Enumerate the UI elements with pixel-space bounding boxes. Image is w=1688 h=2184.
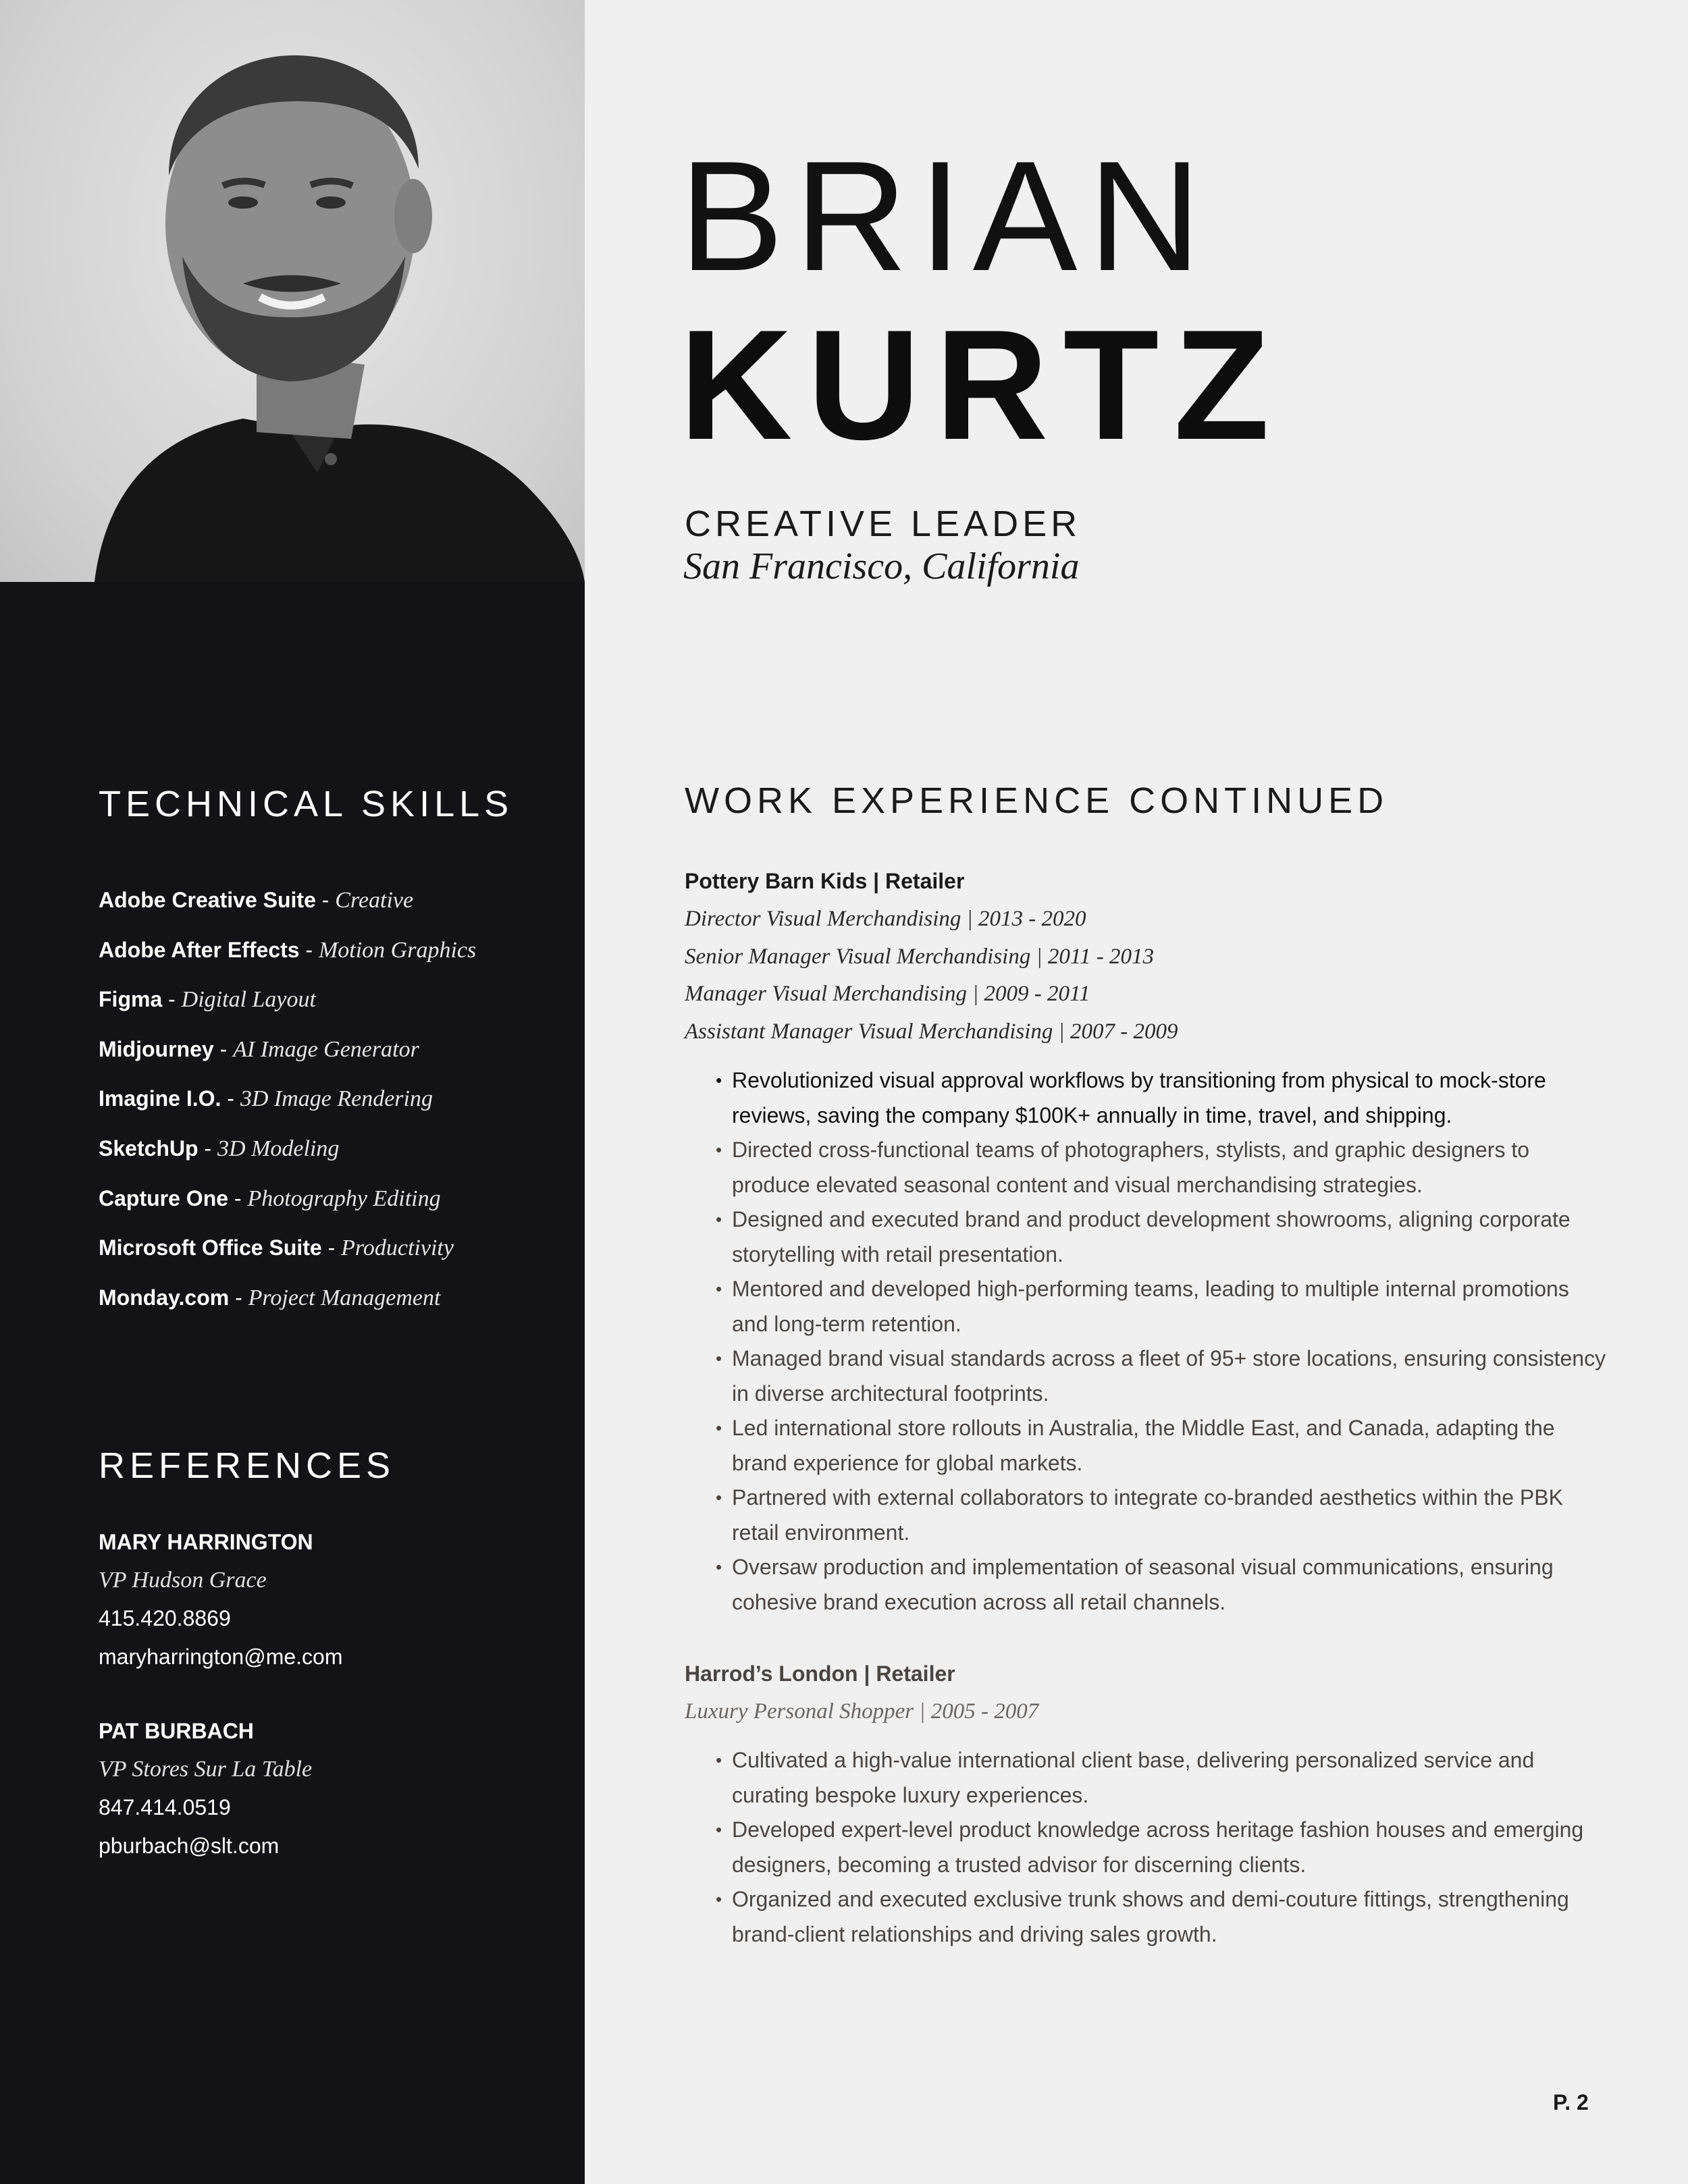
skill-separator: - xyxy=(321,1235,342,1260)
skill-separator: - xyxy=(299,937,319,962)
skill-name: Adobe After Effects xyxy=(99,937,300,962)
skill-name: Adobe Creative Suite xyxy=(99,888,316,912)
skill-description: Project Management xyxy=(248,1285,441,1310)
skill-separator: - xyxy=(229,1285,248,1310)
reference-name: MARY HARRINGTON xyxy=(99,1530,313,1554)
reference-title: VP Hudson Grace xyxy=(99,1567,267,1593)
page-number: P. 2 xyxy=(1553,2090,1589,2114)
technical-skills-heading: TECHNICAL SKILLS xyxy=(99,784,514,824)
skill-name: Microsoft Office Suite xyxy=(99,1235,322,1260)
job-role: Manager Visual Merchandising | 2009 - 2011 xyxy=(685,982,1090,1006)
skill-name: Capture One xyxy=(99,1186,229,1210)
first-name: BRIAN xyxy=(679,129,1213,304)
skill-name: Midjourney xyxy=(99,1036,214,1061)
skill-name: Monday.com xyxy=(99,1285,230,1310)
skill-description: Digital Layout xyxy=(181,987,316,1013)
skill-name: Imagine I.O. xyxy=(99,1086,221,1111)
profile-photo xyxy=(0,0,585,582)
skill-item xyxy=(99,1129,476,1179)
skill-item xyxy=(99,980,476,1030)
skill-item xyxy=(99,1080,476,1129)
bullet-item: • Organized and executed exclusive trunk shows and demi-couture fittings, strengthening brand-client relationships and driving sales growth. xyxy=(716,1882,1607,1952)
reference-email[interactable]: maryharrington@me.com xyxy=(99,1644,343,1669)
job-roles xyxy=(685,1693,1038,1731)
skill-description: Motion Graphics xyxy=(318,937,477,963)
skills-list xyxy=(99,881,476,1328)
sidebar xyxy=(0,0,585,2184)
job-bullets xyxy=(716,1743,1607,1952)
reference-title: VP Stores Sur La Table xyxy=(99,1756,313,1782)
skill-name: SketchUp xyxy=(99,1136,199,1161)
last-name: KURTZ xyxy=(679,298,1285,473)
bullet-item: • Partnered with external collaborators to integrate co-branded aesthetics within the PBK retail environment. xyxy=(716,1481,1607,1550)
location: San Francisco, California xyxy=(683,545,1080,587)
skill-description: AI Image Generator xyxy=(233,1036,419,1062)
job-role: Luxury Personal Shopper | 2005 - 2007 xyxy=(685,1699,1039,1724)
bullet-item: • Cultivated a high-value international client base, delivering personalized service and curating bespoke luxury experiences. xyxy=(716,1743,1607,1813)
job-role: Director Visual Merchandising | 2013 - 2020 xyxy=(685,907,1086,931)
references-heading: REFERENCES xyxy=(99,1445,396,1486)
skill-description: 3D Modeling xyxy=(217,1136,340,1161)
reference-card xyxy=(99,1523,342,1676)
bullet-item: • Mentored and developed high-performing teams, leading to multiple internal promotions and long-term retention. xyxy=(716,1272,1607,1341)
skill-name: Figma xyxy=(99,987,163,1012)
skill-separator: - xyxy=(213,1036,234,1061)
skill-item xyxy=(99,1179,476,1229)
skill-item xyxy=(99,1279,476,1329)
job-roles xyxy=(685,901,1178,1050)
skill-separator: - xyxy=(221,1086,240,1111)
skill-item xyxy=(99,931,476,981)
reference-phone[interactable]: 415.420.8869 xyxy=(99,1606,231,1630)
skill-separator: - xyxy=(228,1186,248,1210)
bullet-item: • Oversaw production and implementation of seasonal visual communications, ensuring cohesive brand execution across all retail channels. xyxy=(716,1550,1607,1620)
skill-item xyxy=(99,1229,476,1279)
job-role: Assistant Manager Visual Merchandising | 2007 - 2009 xyxy=(685,1019,1178,1044)
job-company: Pottery Barn Kids | Retailer xyxy=(685,869,965,893)
reference-name: PAT BURBACH xyxy=(99,1719,254,1743)
profile-photo-illustration xyxy=(0,0,585,582)
skill-item xyxy=(99,1030,476,1080)
reference-card xyxy=(99,1712,312,1865)
work-experience-heading: WORK EXPERIENCE CONTINUED xyxy=(685,780,1389,821)
bullet-item: • Developed expert-level product knowledge across heritage fashion houses and emerging designers, becoming a trusted advisor for discerning clients. xyxy=(716,1813,1607,1882)
skill-description: Photography Editing xyxy=(247,1186,441,1211)
skill-description: 3D Image Rendering xyxy=(240,1086,433,1112)
job-bullets xyxy=(716,1063,1607,1620)
skill-description: Creative xyxy=(335,888,414,913)
skill-separator: - xyxy=(162,987,182,1012)
job-role: Senior Manager Visual Merchandising | 2011 - 2013 xyxy=(685,944,1154,969)
skill-separator: - xyxy=(315,888,336,912)
skill-separator: - xyxy=(198,1136,218,1161)
skill-item xyxy=(99,881,476,931)
bullet-item: • Led international store rollouts in Australia, the Middle East, and Canada, adapting the brand experience for global markets. xyxy=(716,1411,1607,1481)
bullet-item: • Revolutionized visual approval workflows by transitioning from physical to mock-store reviews, saving the company $100K+ annually in time, travel, and shipping. xyxy=(716,1063,1607,1133)
job-company: Harrod’s London | Retailer xyxy=(685,1661,955,1686)
bullet-item: • Directed cross-functional teams of photographers, stylists, and graphic designers to produce elevated seasonal content and visual merchandising strategies. xyxy=(716,1133,1607,1202)
job-title: CREATIVE LEADER xyxy=(685,504,1082,544)
reference-email[interactable]: pburbach@slt.com xyxy=(99,1833,280,1858)
bullet-item: • Managed brand visual standards across a fleet of 95+ store locations, ensuring consistency in diverse architectural footprints. xyxy=(716,1341,1607,1411)
skill-description: Productivity xyxy=(341,1235,454,1261)
reference-phone[interactable]: 847.414.0519 xyxy=(99,1795,231,1819)
bullet-item: • Designed and executed brand and product development showrooms, aligning corporate storytelling with retail presentation. xyxy=(716,1202,1607,1272)
